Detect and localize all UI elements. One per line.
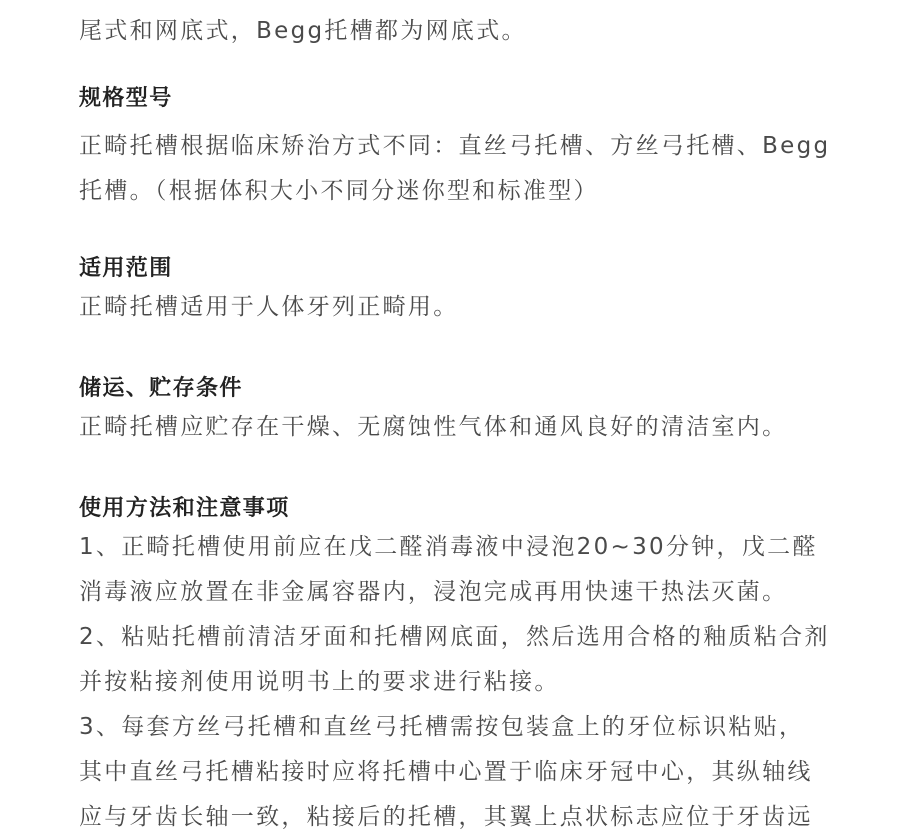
section-heading-storage: 储运、贮存条件 (79, 376, 243, 401)
usage-paragraph-line: 3、每套方丝弓托槽和直丝弓托槽需按包装盒上的牙位标识粘贴， (79, 714, 805, 740)
usage-paragraph-line: 应与牙齿长轴一致，粘接后的托槽，其翼上点状标志应位于牙齿远 (79, 804, 813, 830)
usage-paragraph-line: 1、正畸托槽使用前应在戊二醛消毒液中浸泡20~30分钟，戊二醛 (79, 534, 818, 560)
section-heading-usage: 使用方法和注意事项 (79, 496, 290, 521)
usage-paragraph-line: 消毒液应放置在非金属容器内，浸泡完成再用快速干热法灭菌。 (79, 579, 788, 605)
usage-paragraph-line: 2、粘贴托槽前清洁牙面和托槽网底面，然后选用合格的釉质粘合剂 (79, 624, 830, 650)
intro-paragraph-line: 尾式和网底式，Begg托槽都为网底式。 (79, 18, 527, 44)
storage-paragraph-line: 正畸托槽应贮存在干燥、无腐蚀性气体和通风良好的清洁室内。 (79, 414, 788, 440)
usage-paragraph-line: 其中直丝弓托槽粘接时应将托槽中心置于临床牙冠中心，其纵轴线 (79, 759, 813, 785)
section-heading-spec: 规格型号 (79, 86, 173, 111)
usage-paragraph-line: 并按粘接剂使用说明书上的要求进行粘接。 (79, 669, 560, 695)
spec-paragraph-line: 正畸托槽根据临床矫治方式不同：直丝弓托槽、方丝弓托槽、Begg (79, 133, 831, 159)
scope-paragraph-line: 正畸托槽适用于人体牙列正畸用。 (79, 294, 459, 320)
section-heading-scope: 适用范围 (79, 256, 173, 281)
spec-paragraph-line: 托槽。（根据体积大小不同分迷你型和标准型） (79, 178, 599, 204)
